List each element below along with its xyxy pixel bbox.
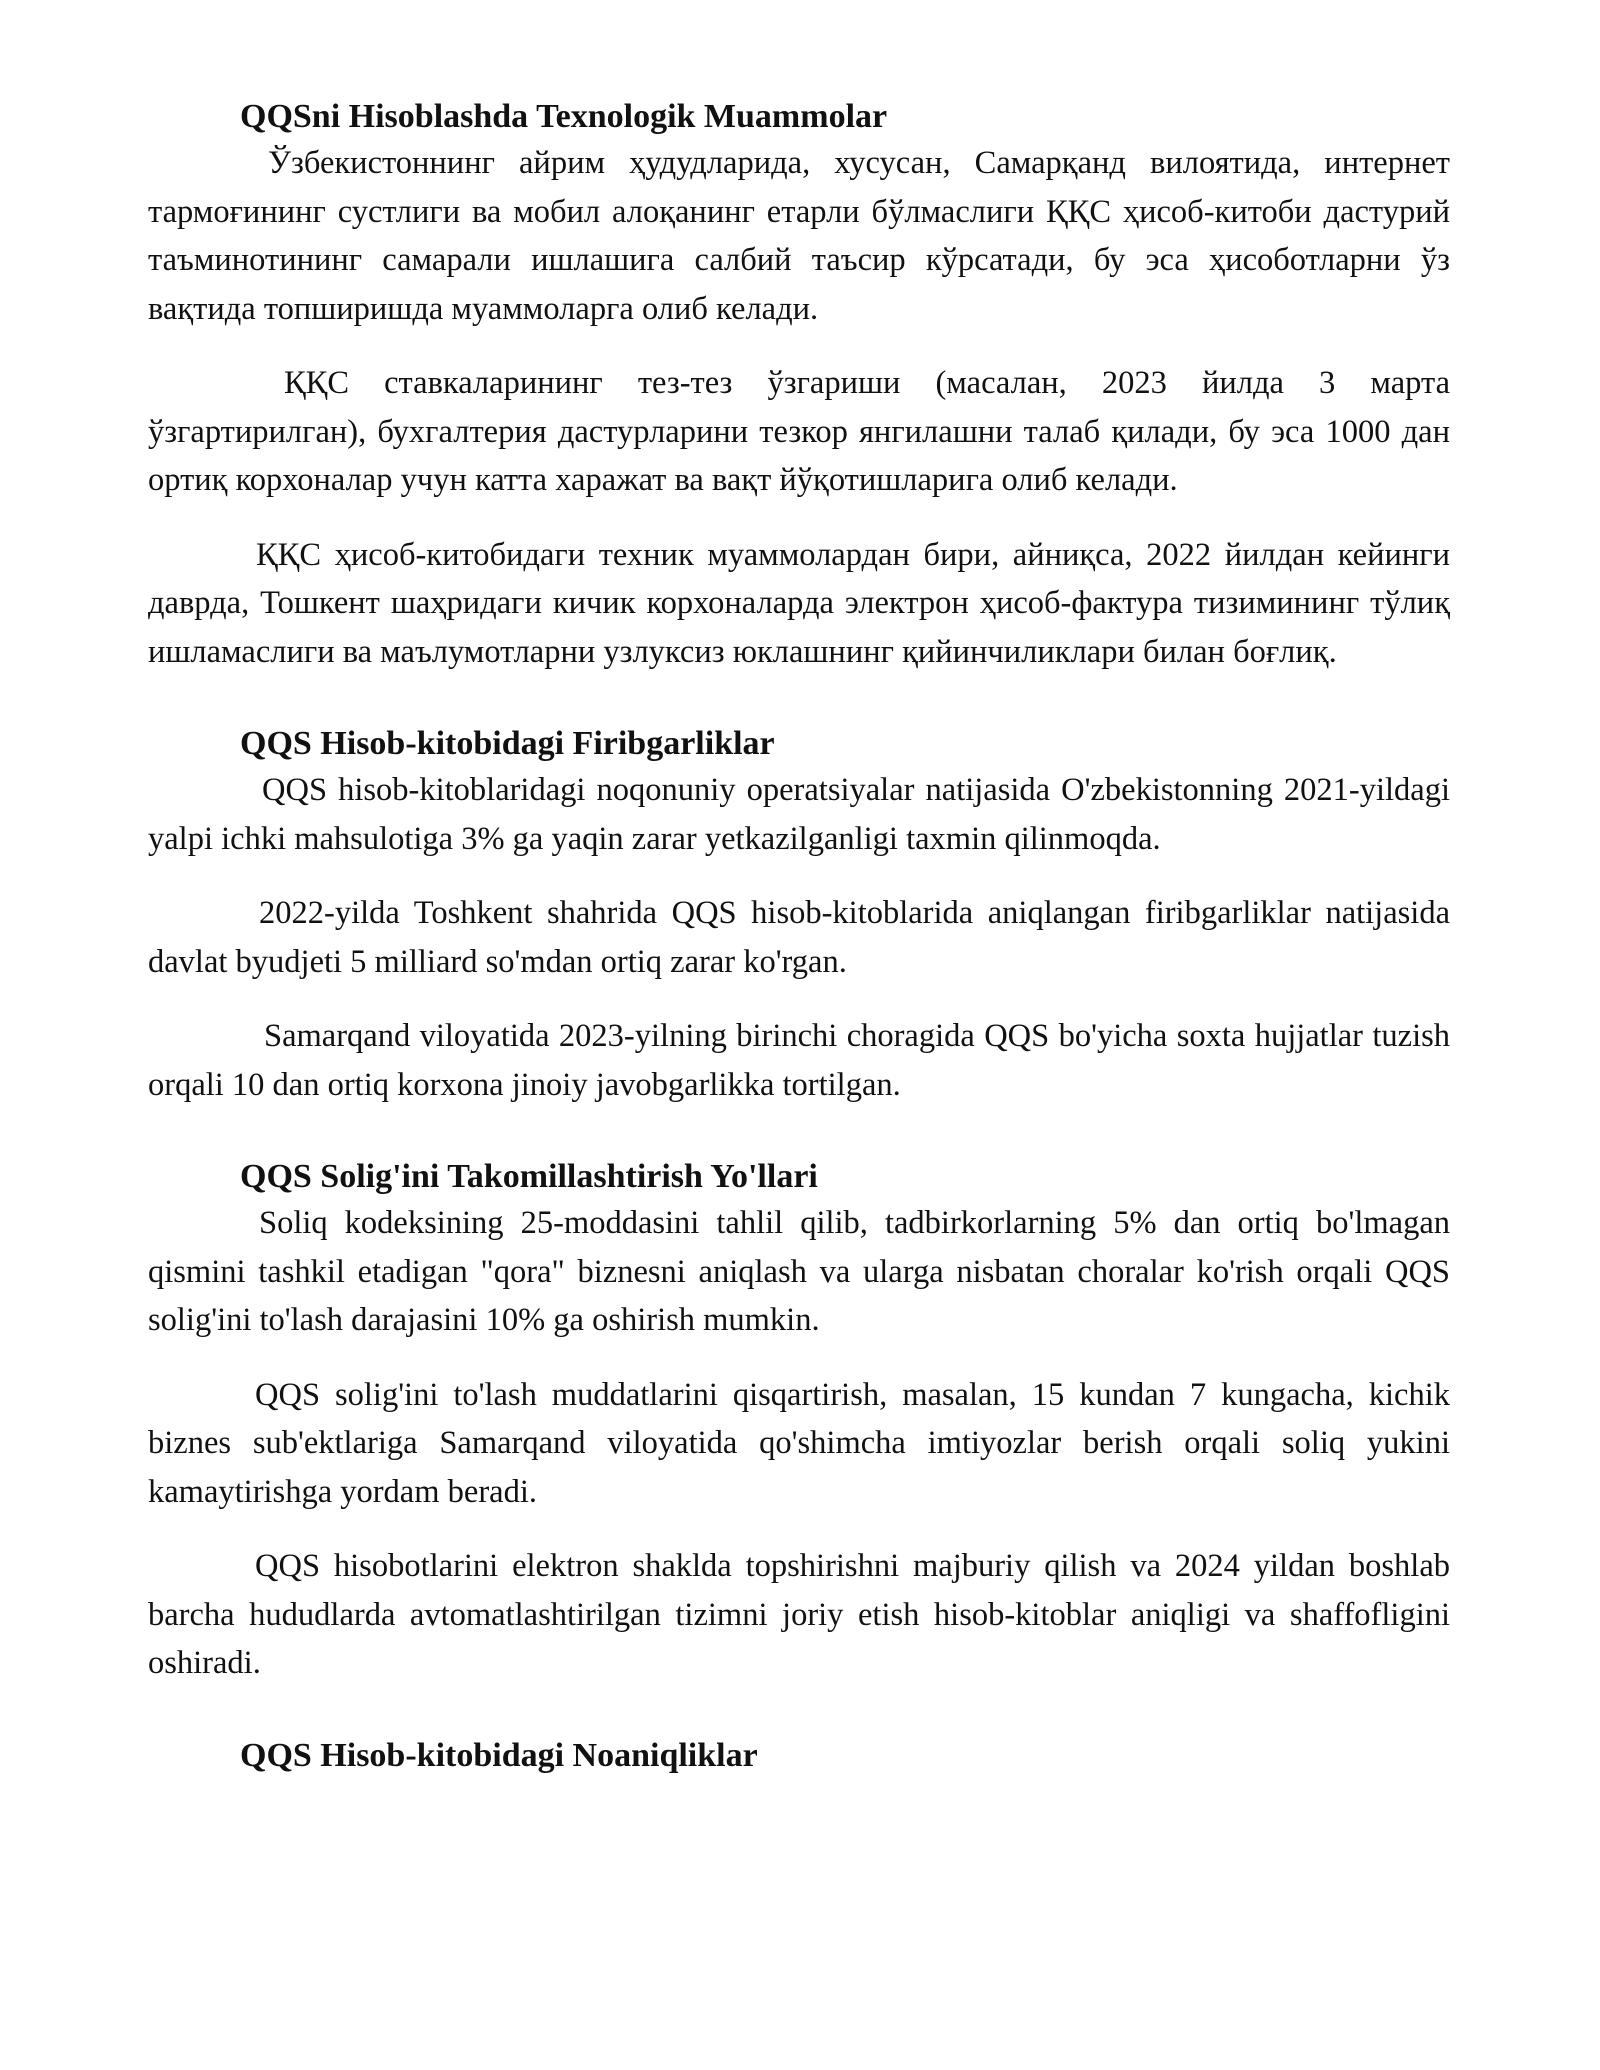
section-heading: QQSni Hisoblashda Texnologik Muammolar (240, 98, 888, 135)
section-heading: QQS Solig'ini Takomillashtirish Yo'llari (240, 1158, 818, 1195)
paragraph: ҚҚС ҳисоб-китобидаги техник муаммолардан бири, айниқса, 2022 йилдан кейинги даврда, Тошкент шаҳридаги кичик корхоналарда электрон ҳисоб-фактура тизимининг тўлиқ ишламаслиги ва маълумотларни узлуксиз юклашнинг қийинчиликлари билан боғлиқ. (148, 536, 1450, 670)
section-heading: QQS Hisob-kitobidagi Noaniqliklar (240, 1736, 758, 1774)
paragraph: 2022-yilda Toshkent shahrida QQS hisob-kitoblarida aniqlangan firibgarliklar natijasida davlat byudjeti 5 milliard so'mdan ortiq zarar ko'rgan. (148, 895, 1450, 980)
paragraph: QQS hisobotlarini elektron shaklda topshirishni majburiy qilish va 2024 yildan boshlab barcha hududlarda avtomatlashtirilgan tizimni joriy etish hisob-kitoblar aniqligi va shaffofligini oshiradi. (148, 1548, 1450, 1681)
paragraph: ҚҚС ставкаларининг тез-тез ўзгариши (масалан, 2023 йилда 3 марта ўзгартирилган), бухгалтерия дастурларини тезкор янгилашни талаб қилади, бу эса 1000 дан ортиқ корхоналар учун катта харажат ва вақт йўқотишларига олиб келади. (148, 365, 1450, 498)
document-page (148, 0, 1450, 1778)
paragraph: Soliq kodeksining 25-moddasini tahlil qilib, tadbirkorlarning 5% dan ortiq bo'lmagan qismini tashkil etadigan "qora" biznesni aniqlash va ularga nisbatan choralar ko'rish orqali QQS solig'ini to'lash darajasini 10% ga oshirish mumkin. (148, 1205, 1450, 1338)
paragraph: QQS hisob-kitoblaridagi noqonuniy operatsiyalar natijasida O'zbekistonning 2021-yildagi yalpi ichki mahsulotiga 3% ga yaqin zarar yetkazilganligi taxmin qilinmoqda. (148, 772, 1450, 857)
section-heading: QQS Hisob-kitobidagi Firibgarliklar (240, 725, 775, 762)
paragraph: QQS solig'ini to'lash muddatlarini qisqartirish, masalan, 15 kundan 7 kungacha, kichik biznes sub'ektlariga Samarqand viloyatida qo'shimcha imtiyozlar berish orqali soliq yukini kamaytirishga yordam beradi. (148, 1376, 1450, 1510)
paragraph: Ўзбекистоннинг айрим ҳудудларида, хусусан, Самарқанд вилоятида, интернет тармоғининг сустлиги ва мобил алоқанинг етарли бўлмаслиги ҚҚС ҳисоб-китоби дастурий таъминотининг самарали ишлашига салбий таъсир кўрсатади, бу эса ҳисоботларни ўз вақтида топширишда муаммоларга олиб келади. (148, 145, 1450, 327)
paragraph: Samarqand viloyatida 2023-yilning birinchi choragida QQS bo'yicha soxta hujjatlar tuzish orqali 10 dan ortiq korxona jinoiy javobgarlikka tortilgan. (148, 1018, 1450, 1103)
